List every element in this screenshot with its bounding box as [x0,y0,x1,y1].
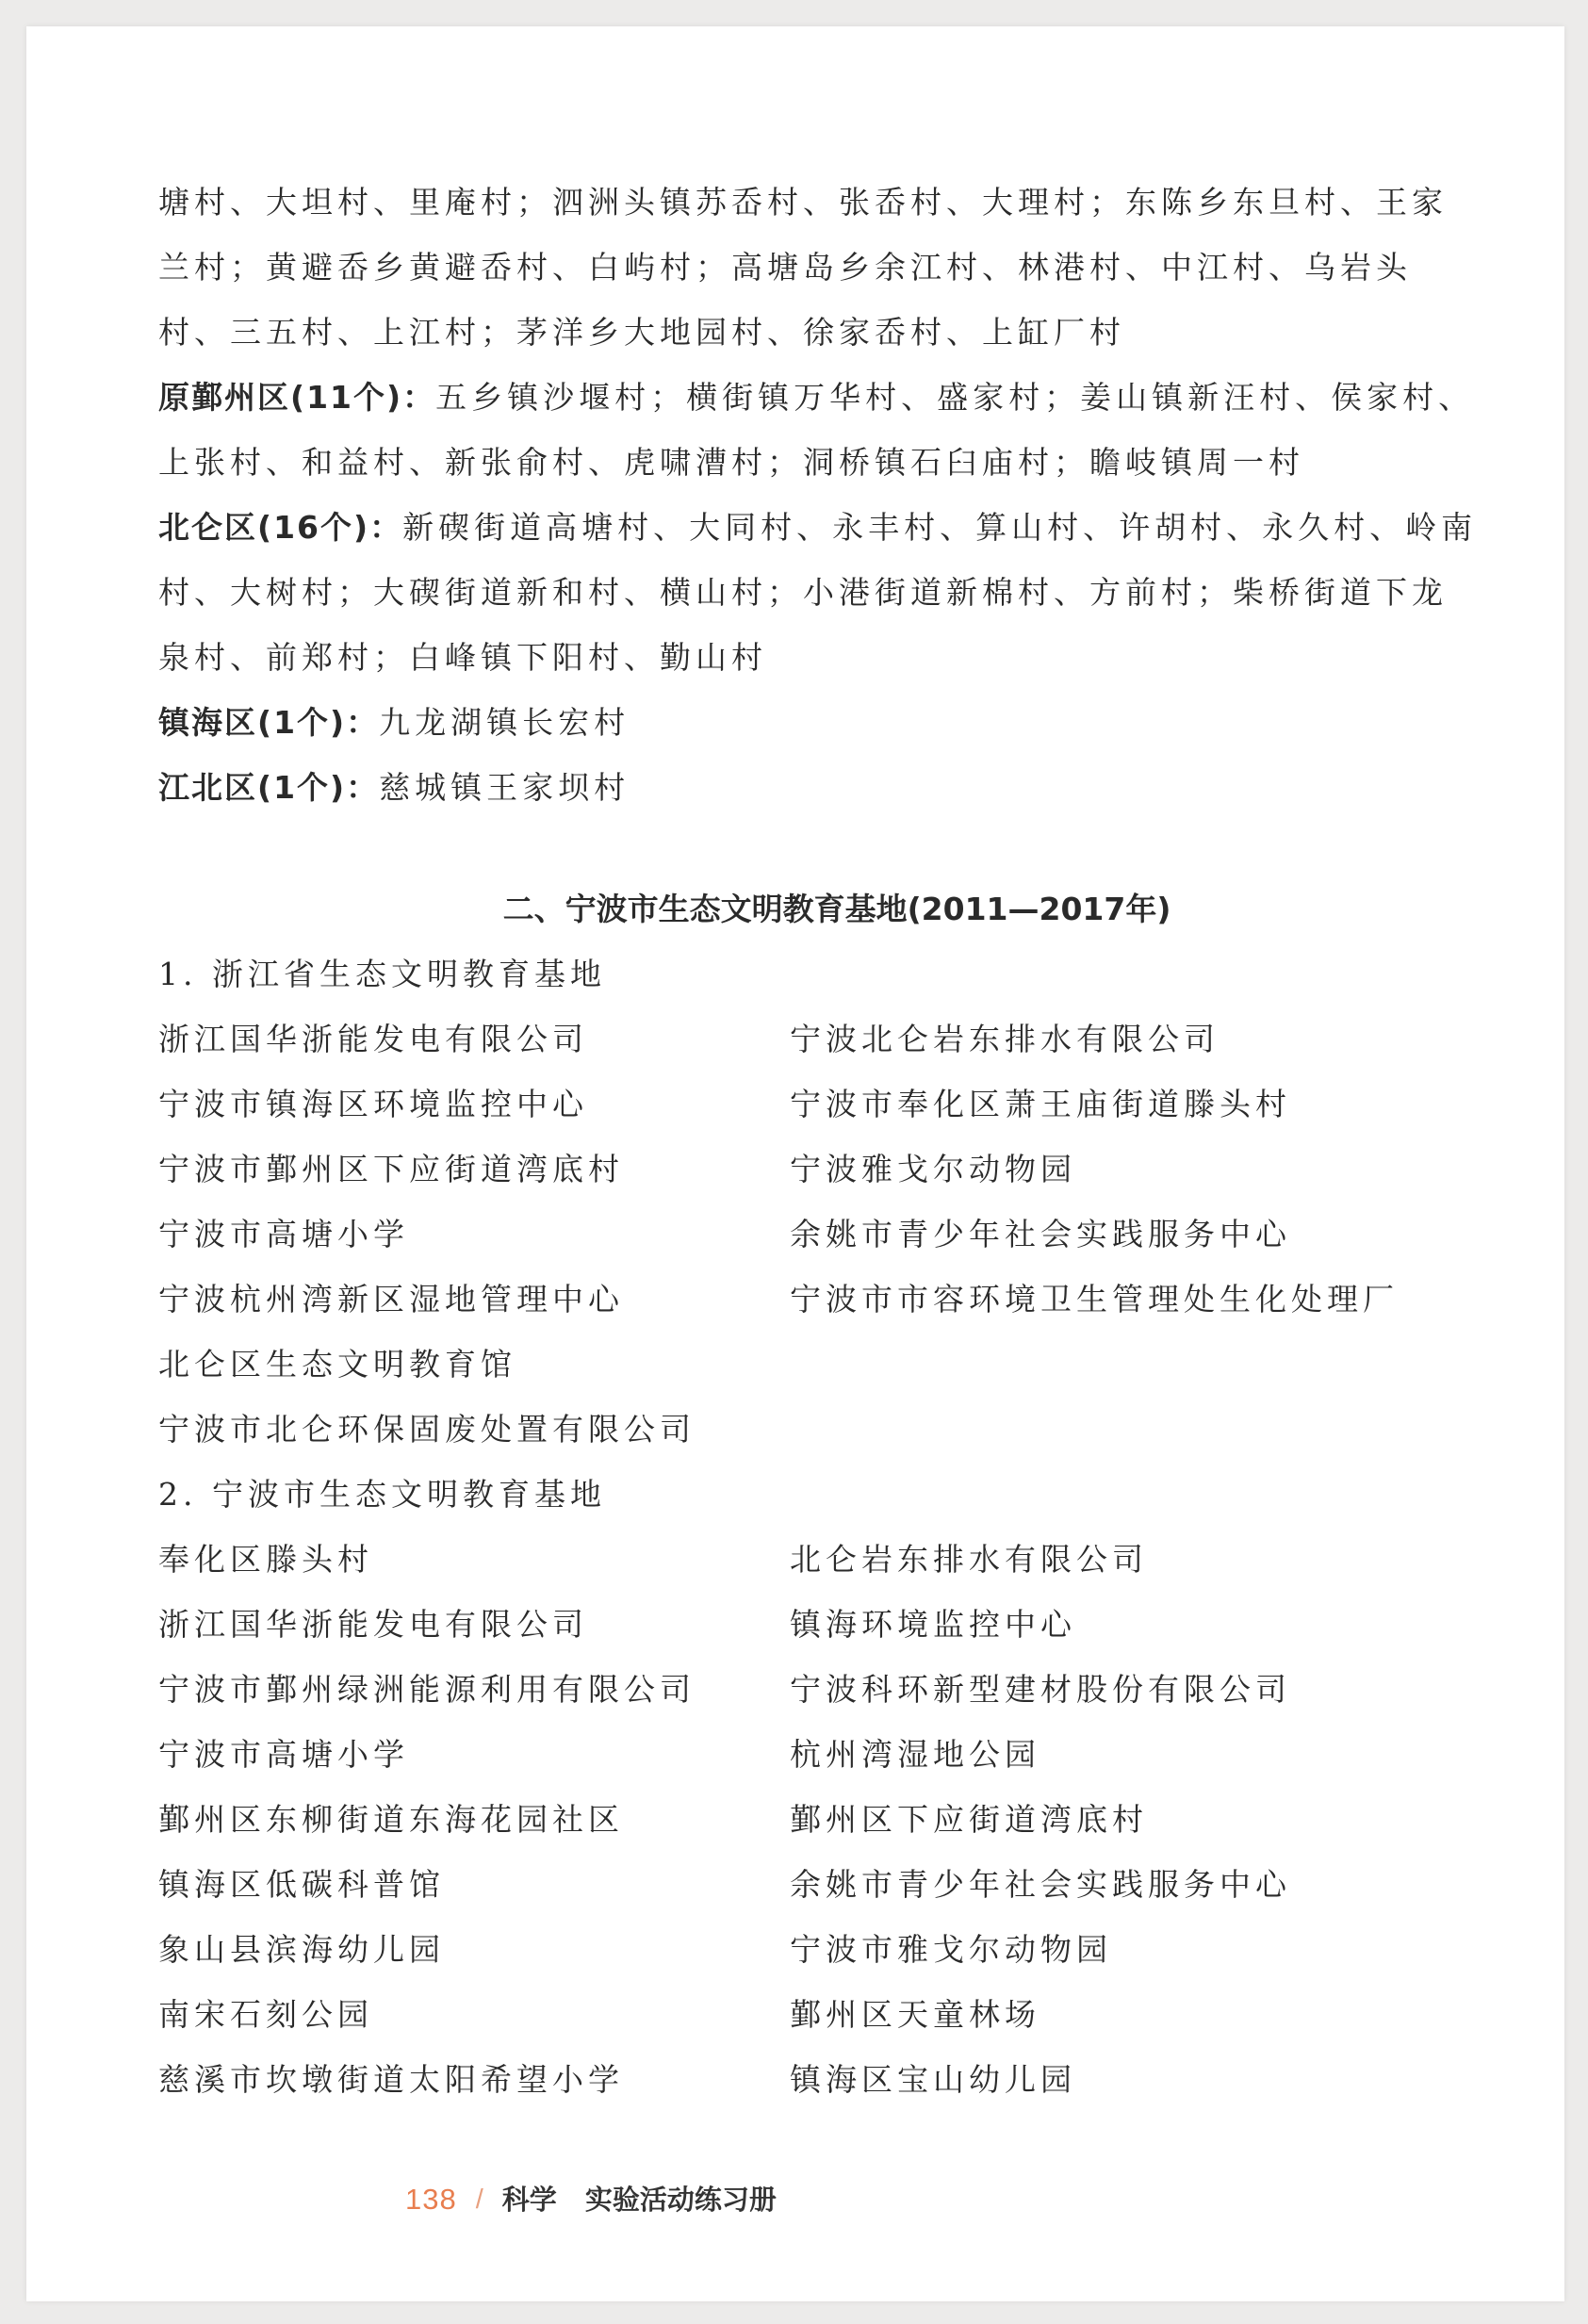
district-label: 镇海区(1个)： [158,704,380,741]
list-item [790,1332,1478,1397]
list-item: 南宋石刻公园 [158,1996,373,2033]
list-item: 宁波市镇海区环境监控中心 [158,1086,588,1122]
list-item: 鄞州区天童林场 [790,1996,1040,2033]
list-item: 宁波科环新型建材股份有限公司 [790,1671,1291,1708]
list-item: 宁波市北仑环保固废处置有限公司 [158,1411,696,1448]
list-item: 宁波雅戈尔动物园 [790,1151,1076,1187]
village-list-text: 九龙湖镇长宏村 [379,704,630,741]
document-page [26,26,1564,2301]
list-item: 宁波市奉化区萧王庙街道滕头村 [790,1086,1291,1122]
list-item: 镇海区宝山幼儿园 [790,2061,1076,2098]
footer-book-title: 实验活动练习册 [584,2184,777,2216]
village-list-text: 慈城镇王家坝村 [379,769,630,806]
list-item: 宁波市高塘小学 [158,1216,409,1252]
list-item: 宁波市雅戈尔动物园 [790,1931,1112,1968]
list-item: 象山县滨海幼儿园 [158,1931,445,1968]
list-item: 奉化区滕头村 [158,1541,373,1578]
provincial-heading: 1. 浙江省生态文明教育基地 [158,956,606,992]
section-title: 二、宁波市生态文明教育基地(2011—2017年) [502,891,1171,927]
list-item: 宁波市鄞州区下应街道湾底村 [158,1151,624,1187]
list-item: 慈溪市坎墩街道太阳希望小学 [158,2061,624,2098]
list-item: 北仑区生态文明教育馆 [158,1346,516,1383]
list-item: 镇海区低碳科普馆 [158,1866,445,1903]
municipal-heading: 2. 宁波市生态文明教育基地 [158,1476,606,1513]
page-footer [405,2181,777,2218]
village-list-paragraph [158,170,1478,365]
list-item: 宁波市高塘小学 [158,1736,409,1773]
village-list-paragraph [158,690,1478,755]
list-item: 宁波北仑岩东排水有限公司 [790,1021,1220,1057]
village-list-paragraph [158,495,1478,690]
list-item: 浙江国华浙能发电有限公司 [158,1606,588,1643]
village-list-paragraph [158,365,1478,495]
list-item: 宁波市市容环境卫生管理处生化处理厂 [790,1281,1399,1317]
district-label: 北仑区(16个)： [158,509,403,546]
page-number: 138 [405,2183,457,2216]
municipal-base-list [158,1527,1478,2112]
provincial-base-list [158,1007,1478,1462]
list-item: 宁波市鄞州绿洲能源利用有限公司 [158,1671,696,1708]
list-item: 鄞州区东柳街道东海花园社区 [158,1801,624,1838]
page-content [158,170,1478,2112]
footer-separator: / [475,2185,483,2215]
footer-subject: 科学 [501,2184,557,2216]
list-item: 宁波杭州湾新区湿地管理中心 [158,1281,624,1317]
list-item: 浙江国华浙能发电有限公司 [158,1021,588,1057]
village-list-text: 五乡镇沙堰村；横街镇万华村、盛家村；姜山镇新汪村、侯家村、上张村、和益村、新张俞村、虎啸漕村；洞桥镇石臼庙村；瞻岐镇周一村 [158,379,1475,481]
list-item: 余姚市青少年社会实践服务中心 [790,1216,1291,1252]
village-list-text: 塘村、大坦村、里庵村；泗洲头镇苏岙村、张岙村、大理村；东陈乡东旦村、王家兰村；黄避岙乡黄避岙村、白屿村；高塘岛乡余江村、林港村、中江村、乌岩头村、三五村、上江村；茅洋乡大地园村、徐家岙村、上缸厂村 [158,184,1448,351]
list-item [790,1397,1478,1462]
district-label: 原鄞州区(11个)： [158,379,436,416]
list-item: 余姚市青少年社会实践服务中心 [790,1866,1291,1903]
list-item: 鄞州区下应街道湾底村 [790,1801,1148,1838]
list-item: 杭州湾湿地公园 [790,1736,1040,1773]
village-list-paragraph [158,755,1478,820]
village-list-text: 新碶街道高塘村、大同村、永丰村、算山村、许胡村、永久村、岭南村、大树村；大碶街道新和村、横山村；小港街道新棉村、方前村；柴桥街道下龙泉村、前郑村；白峰镇下阳村、勤山村 [158,509,1478,676]
district-label: 江北区(1个)： [158,769,380,806]
list-item: 镇海环境监控中心 [790,1606,1076,1643]
list-item: 北仑岩东排水有限公司 [790,1541,1148,1578]
